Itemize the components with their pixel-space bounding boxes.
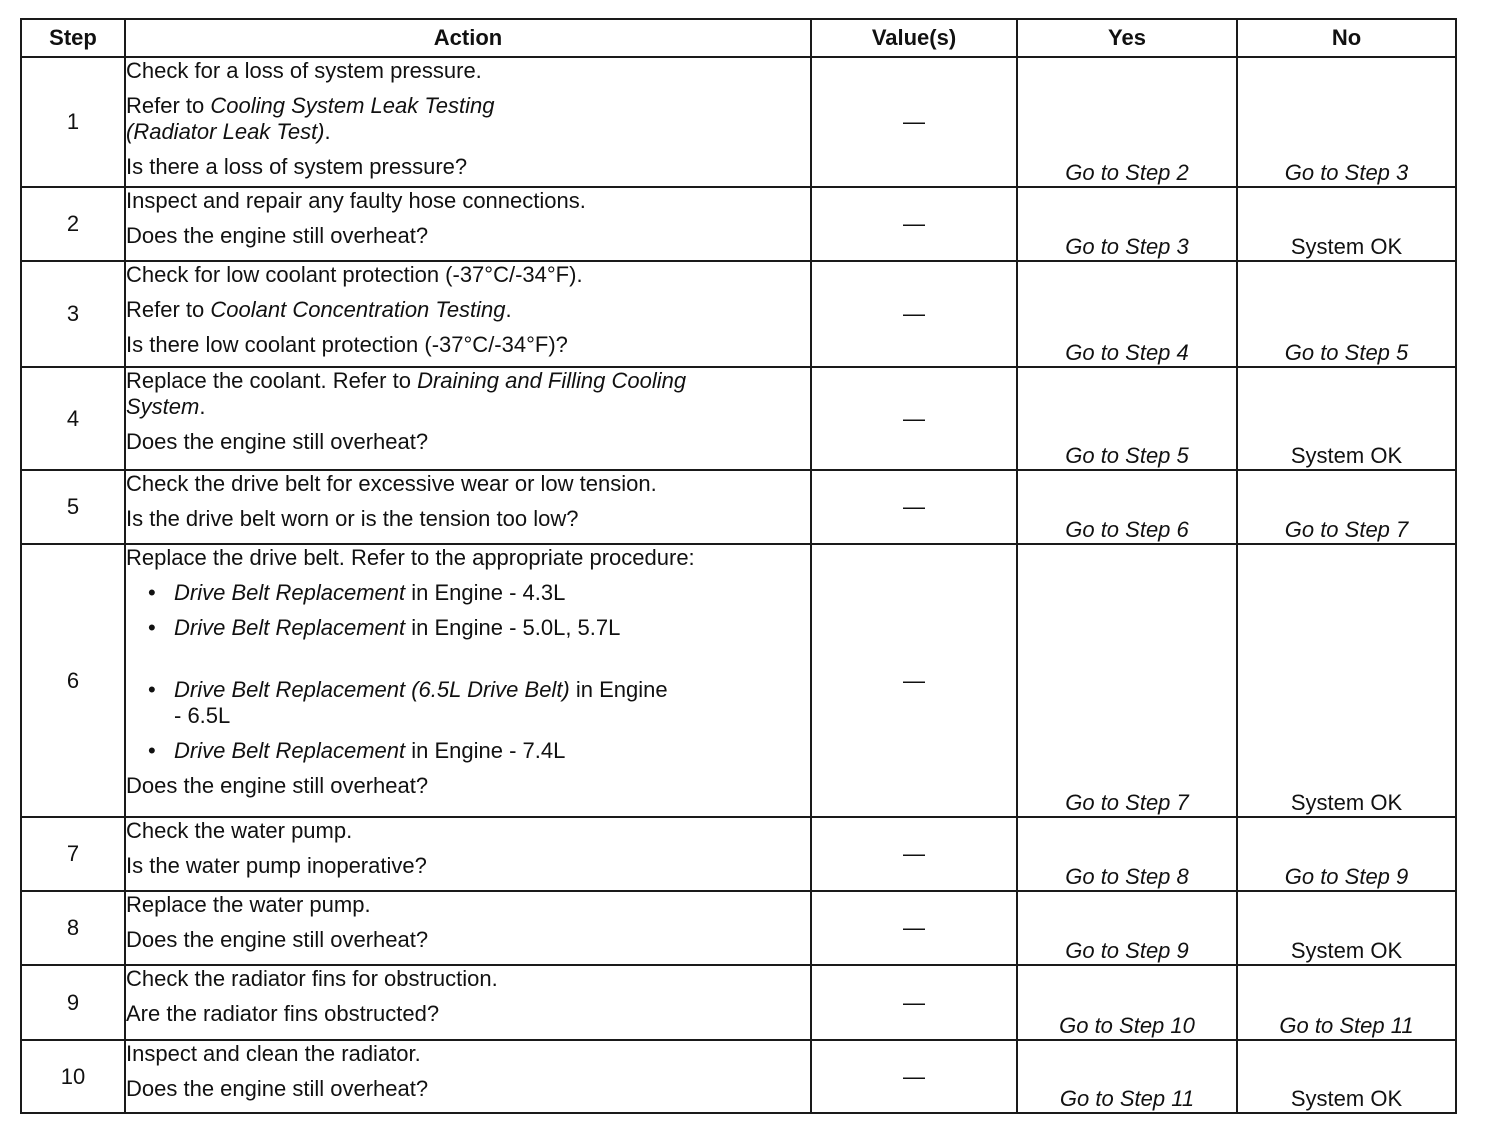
- table-row: [21, 57, 1456, 187]
- action-line: [126, 545, 810, 571]
- action-line: [126, 892, 810, 918]
- action-text: Does the engine still overheat?: [126, 927, 429, 952]
- action-cell: [125, 544, 811, 817]
- list-item: [126, 615, 810, 641]
- action-line: [126, 773, 810, 799]
- step-number: 4: [21, 367, 125, 470]
- yes-result: Go to Step 11: [1017, 1040, 1237, 1113]
- value-cell: —: [811, 57, 1017, 187]
- bullet-icon: •: [148, 615, 156, 640]
- action-line: [126, 429, 810, 455]
- action-cell: [125, 817, 811, 891]
- bullet-icon: •: [148, 677, 156, 702]
- value-cell: —: [811, 817, 1017, 891]
- action-cell: [125, 57, 811, 187]
- table-row: [21, 544, 1456, 817]
- reference-link-text: Draining and Filling Cooling: [417, 368, 687, 393]
- procedure-list: [126, 580, 810, 764]
- action-line: [126, 1041, 810, 1067]
- action-text: in Engine - 4.3L: [405, 580, 566, 605]
- action-text: Inspect and clean the radiator.: [126, 1041, 421, 1066]
- action-line: [126, 368, 810, 420]
- action-cell: [125, 891, 811, 965]
- action-cell: [125, 470, 811, 544]
- no-result: System OK: [1237, 891, 1456, 965]
- table-row: [21, 187, 1456, 261]
- table-row: [21, 891, 1456, 965]
- yes-result: Go to Step 5: [1017, 367, 1237, 470]
- action-line: [126, 188, 810, 214]
- bullet-icon: •: [148, 738, 156, 763]
- bullet-icon: •: [148, 580, 156, 605]
- no-result: System OK: [1237, 367, 1456, 470]
- reference-link-text: System: [126, 394, 200, 419]
- action-text: Is the water pump inoperative?: [126, 853, 427, 878]
- action-text: Does the engine still overheat?: [126, 223, 429, 248]
- action-cell: [125, 965, 811, 1040]
- diagnostic-table: [20, 18, 1457, 1114]
- yes-result: Go to Step 4: [1017, 261, 1237, 367]
- reference-link-text: Drive Belt Replacement (6.5L Drive Belt): [174, 677, 570, 702]
- action-text: Check for low coolant protection (-37°C/-34°F).: [126, 262, 583, 287]
- action-text: .: [199, 394, 206, 419]
- action-text: Inspect and repair any faulty hose connections.: [126, 188, 586, 213]
- action-line: [126, 332, 810, 358]
- action-text: Check the drive belt for excessive wear or low tension.: [126, 471, 657, 496]
- action-text: .: [324, 119, 331, 144]
- action-text: Is there a loss of system pressure?: [126, 154, 468, 179]
- action-text: - 6.5L: [174, 703, 231, 728]
- list-item: [126, 677, 810, 729]
- action-line: [126, 818, 810, 844]
- step-number: 10: [21, 1040, 125, 1113]
- step-number: 9: [21, 965, 125, 1040]
- step-number: 2: [21, 187, 125, 261]
- action-line: [126, 471, 810, 497]
- action-text: Does the engine still overheat?: [126, 429, 429, 454]
- action-line: [126, 1001, 810, 1027]
- action-line: [126, 223, 810, 249]
- action-text: Refer to: [126, 297, 211, 322]
- action-line: [126, 58, 810, 84]
- yes-result: Go to Step 3: [1017, 187, 1237, 261]
- reference-link-text: Coolant Concentration Testing: [210, 297, 506, 322]
- no-result: Go to Step 3: [1237, 57, 1456, 187]
- action-line: [126, 93, 810, 145]
- value-cell: —: [811, 965, 1017, 1040]
- header-yes: Yes: [1017, 19, 1237, 57]
- yes-result: Go to Step 9: [1017, 891, 1237, 965]
- table-body: [21, 57, 1456, 1113]
- yes-result: Go to Step 10: [1017, 965, 1237, 1040]
- action-line: [126, 506, 810, 532]
- value-cell: —: [811, 891, 1017, 965]
- header-values: Value(s): [811, 19, 1017, 57]
- value-cell: —: [811, 187, 1017, 261]
- table-row: [21, 965, 1456, 1040]
- no-result: Go to Step 5: [1237, 261, 1456, 367]
- table-row: [21, 261, 1456, 367]
- step-number: 8: [21, 891, 125, 965]
- no-result: Go to Step 11: [1237, 965, 1456, 1040]
- step-number: 6: [21, 544, 125, 817]
- action-text: Replace the coolant. Refer to: [126, 368, 418, 393]
- reference-link-text: (Radiator Leak Test): [126, 119, 325, 144]
- table-row: [21, 470, 1456, 544]
- no-result: Go to Step 9: [1237, 817, 1456, 891]
- action-text: Check the radiator fins for obstruction.: [126, 966, 498, 991]
- reference-link-text: Drive Belt Replacement: [174, 615, 406, 640]
- step-number: 1: [21, 57, 125, 187]
- reference-link-text: Drive Belt Replacement: [174, 738, 406, 763]
- table-row: [21, 1040, 1456, 1113]
- value-cell: —: [811, 544, 1017, 817]
- action-text: Is the drive belt worn or is the tension too low?: [126, 506, 579, 531]
- action-text: Is there low coolant protection (-37°C/-34°F)?: [126, 332, 568, 357]
- action-text: .: [505, 297, 512, 322]
- table-row: [21, 367, 1456, 470]
- action-text: Check the water pump.: [126, 818, 353, 843]
- value-cell: —: [811, 470, 1017, 544]
- reference-link-text: Cooling System Leak Testing: [210, 93, 495, 118]
- action-cell: [125, 367, 811, 470]
- yes-result: Go to Step 6: [1017, 470, 1237, 544]
- value-cell: —: [811, 367, 1017, 470]
- action-line: [126, 853, 810, 879]
- list-item: [126, 738, 810, 764]
- step-number: 3: [21, 261, 125, 367]
- no-result: System OK: [1237, 544, 1456, 817]
- reference-link-text: Drive Belt Replacement: [174, 580, 406, 605]
- action-line: [126, 262, 810, 288]
- action-line: [126, 966, 810, 992]
- value-cell: —: [811, 1040, 1017, 1113]
- action-text: in Engine - 5.0L, 5.7L: [405, 615, 621, 640]
- step-number: 5: [21, 470, 125, 544]
- action-line: [126, 297, 810, 323]
- action-line: [126, 927, 810, 953]
- action-cell: [125, 261, 811, 367]
- step-number: 7: [21, 817, 125, 891]
- action-text: in Engine: [569, 677, 668, 702]
- action-line: [126, 1076, 810, 1102]
- no-result: Go to Step 7: [1237, 470, 1456, 544]
- action-text: Replace the water pump.: [126, 892, 371, 917]
- action-text: in Engine - 7.4L: [405, 738, 566, 763]
- header-no: No: [1237, 19, 1456, 57]
- header-step: Step: [21, 19, 125, 57]
- action-text: Check for a loss of system pressure.: [126, 58, 482, 83]
- list-item: [126, 580, 810, 606]
- no-result: System OK: [1237, 1040, 1456, 1113]
- action-cell: [125, 187, 811, 261]
- action-text: Are the radiator fins obstructed?: [126, 1001, 440, 1026]
- yes-result: Go to Step 7: [1017, 544, 1237, 817]
- yes-result: Go to Step 2: [1017, 57, 1237, 187]
- action-text: Refer to: [126, 93, 211, 118]
- header-row: [21, 19, 1456, 57]
- header-action: Action: [125, 19, 811, 57]
- table-row: [21, 817, 1456, 891]
- no-result: System OK: [1237, 187, 1456, 261]
- value-cell: —: [811, 261, 1017, 367]
- yes-result: Go to Step 8: [1017, 817, 1237, 891]
- action-line: [126, 154, 810, 180]
- action-text: Does the engine still overheat?: [126, 1076, 429, 1101]
- action-cell: [125, 1040, 811, 1113]
- action-text: Replace the drive belt. Refer to the appropriate procedure:: [126, 545, 695, 570]
- action-text: Does the engine still overheat?: [126, 773, 429, 798]
